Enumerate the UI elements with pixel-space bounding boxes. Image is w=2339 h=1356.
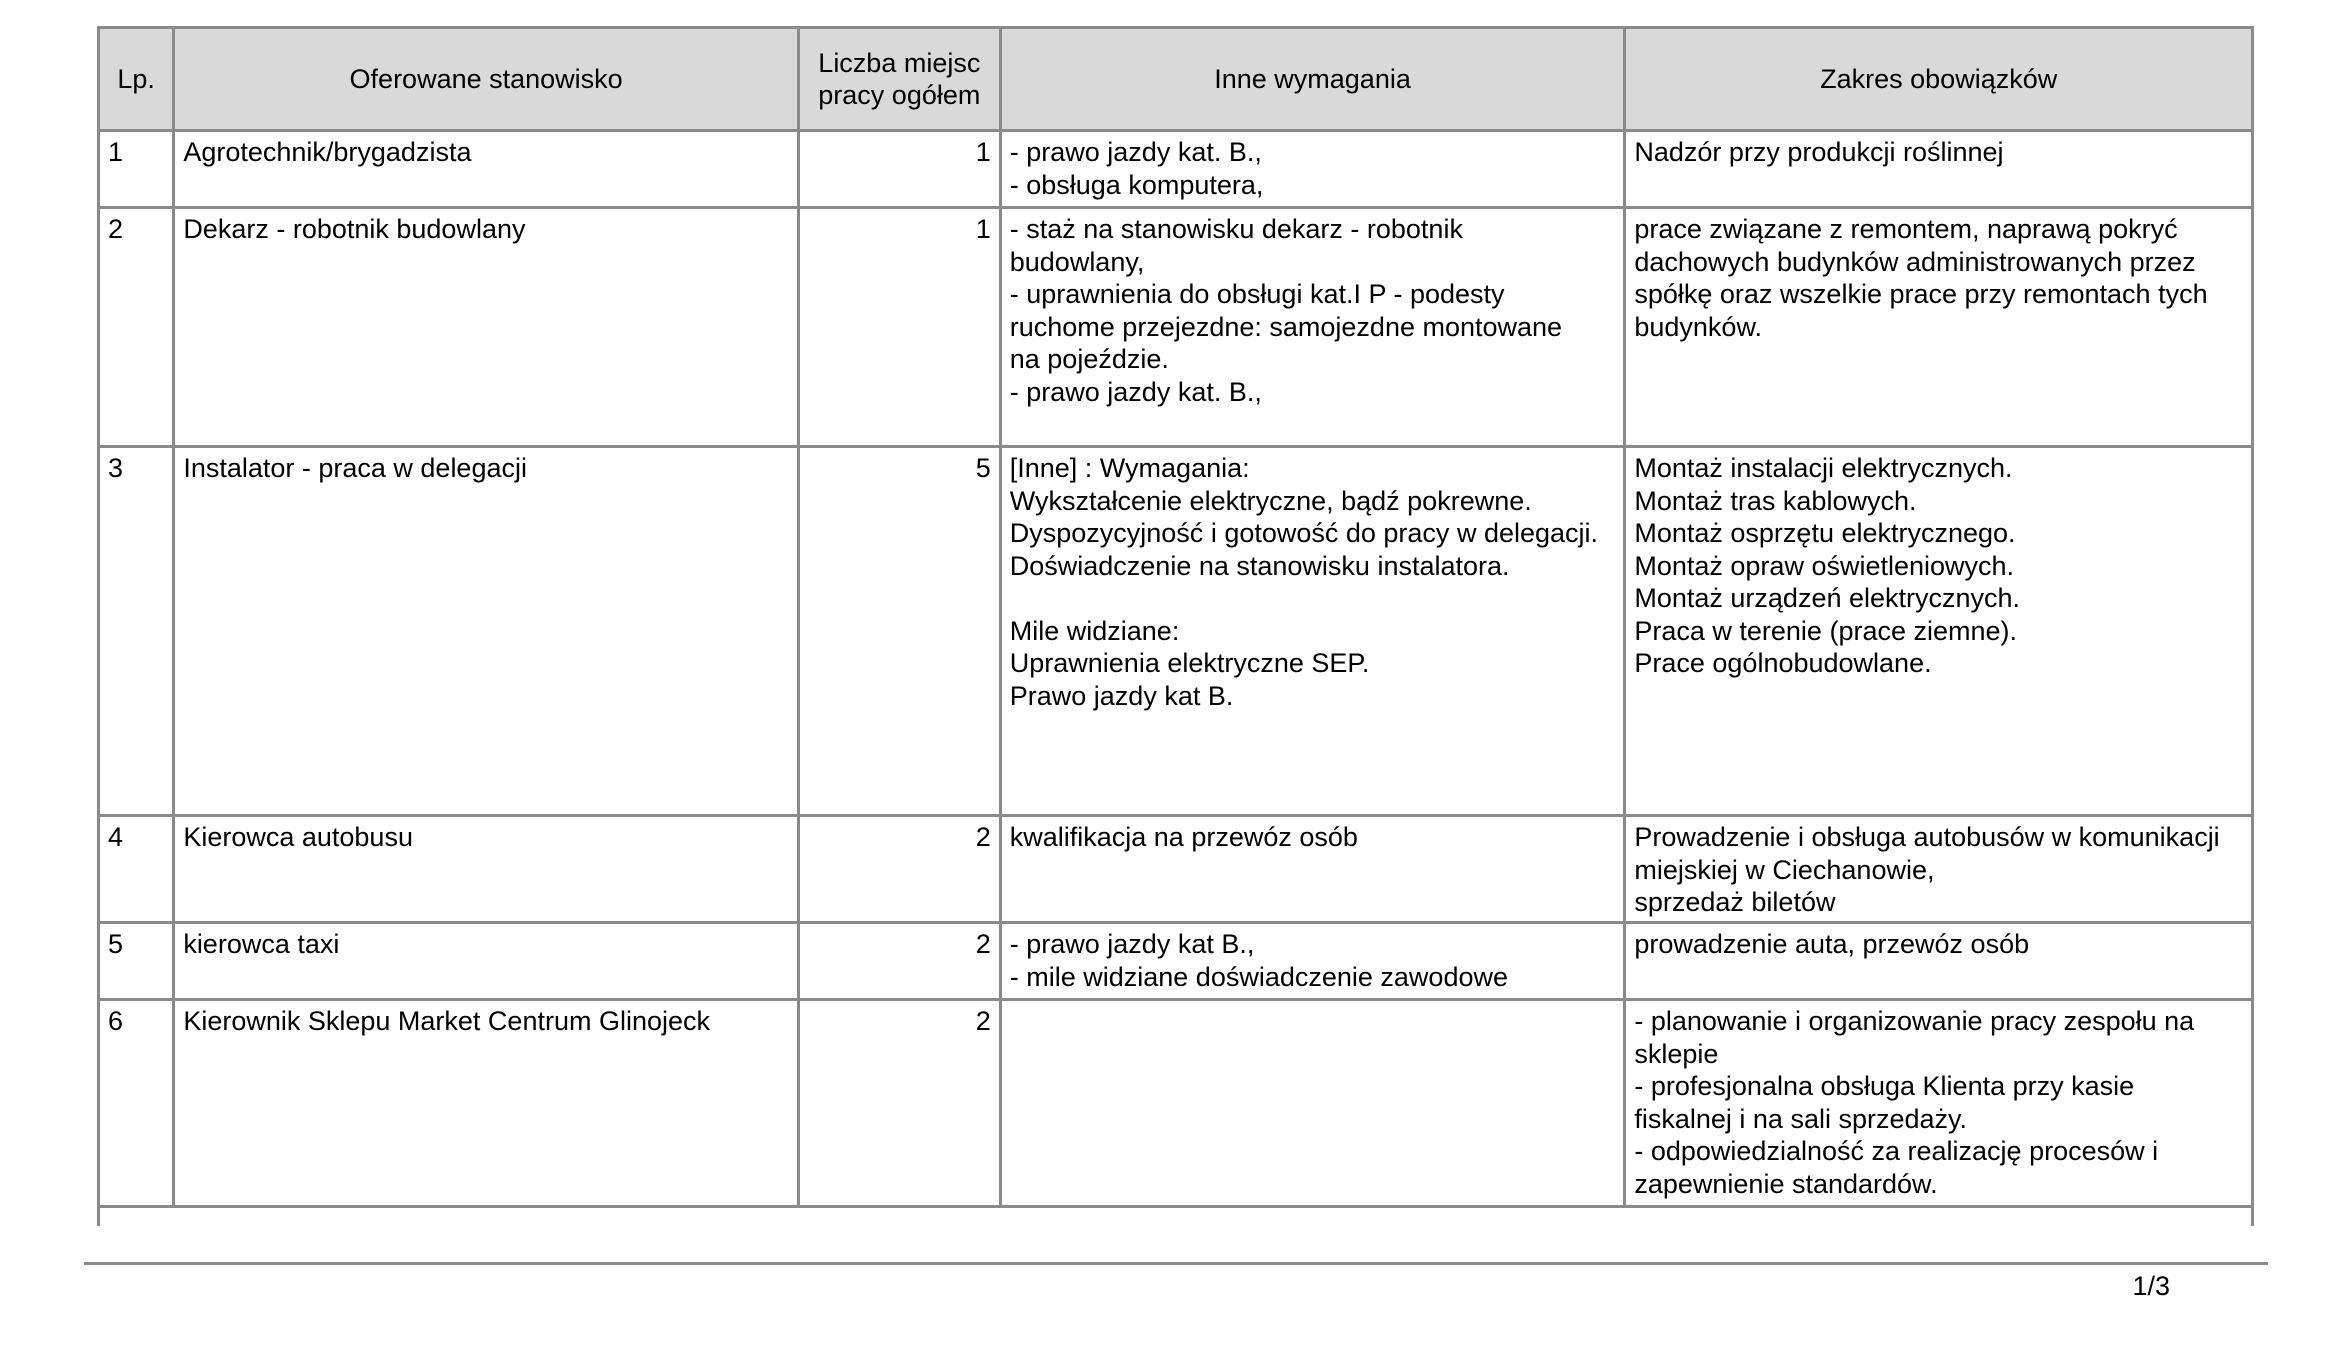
header-liczba-miejsc: Liczba miejsc pracy ogółem — [798, 28, 1000, 131]
table-row-continuation — [99, 1207, 2253, 1227]
cell-wymagania — [1000, 1000, 1625, 1207]
cell-wymagania: - staż na stanowisku dekarz - robotnik budowlany, - uprawnienia do obsługi kat.I P - podesty ruchome przejezdne: samojezdne montowane na pojeździe. - prawo jazdy kat. B., — [1000, 208, 1625, 447]
page-number: 1/3 — [2132, 1271, 2170, 1301]
cell-lp: 2 — [99, 208, 174, 447]
table-row — [99, 131, 2253, 208]
job-offers-table — [97, 26, 2254, 1226]
cell-liczba: 2 — [798, 1000, 1000, 1207]
cell-liczba: 2 — [798, 816, 1000, 923]
cell-stanowisko: Agrotechnik/brygadzista — [174, 131, 799, 208]
cell-obowiazki: - planowanie i organizowanie pracy zespołu na sklepie - profesjonalna obsługa Klienta przy kasie fiskalnej i na sali sprzedaży. - odpowiedzialność za realizację procesów i zapewnienie standardów. — [1625, 1000, 2253, 1207]
cell-wymagania: kwalifikacja na przewóz osób — [1000, 816, 1625, 923]
table-row — [99, 447, 2253, 816]
job-offers-sheet — [97, 26, 2254, 1226]
cell-stanowisko: Kierowca autobusu — [174, 816, 799, 923]
cell-obowiazki: Montaż instalacji elektrycznych. Montaż tras kablowych. Montaż osprzętu elektrycznego. Montaż opraw oświetleniowych. Montaż urządzeń elektrycznych. Praca w terenie (prace ziemne). Prace ogólnobudowlane. — [1625, 447, 2253, 816]
cell-stanowisko: Dekarz - robotnik budowlany — [174, 208, 799, 447]
cell-lp: 6 — [99, 1000, 174, 1207]
cell-stanowisko: Kierownik Sklepu Market Centrum Glinojeck — [174, 1000, 799, 1207]
cell-wymagania: - prawo jazdy kat. B., - obsługa komputera, — [1000, 131, 1625, 208]
header-lp: Lp. — [99, 28, 174, 131]
cell-liczba: 5 — [798, 447, 1000, 816]
cell-obowiazki: prowadzenie auta, przewóz osób — [1625, 923, 2253, 1000]
cell-obowiazki: prace związane z remontem, naprawą pokryć dachowych budynków administrowanych przez spółkę oraz wszelkie prace przy remontach tych budynków. — [1625, 208, 2253, 447]
cell-stanowisko: Instalator - praca w delegacji — [174, 447, 799, 816]
continuation-cell — [99, 1207, 2253, 1227]
cell-lp: 5 — [99, 923, 174, 1000]
table-row — [99, 1000, 2253, 1207]
cell-lp: 4 — [99, 816, 174, 923]
header-stanowisko: Oferowane stanowisko — [174, 28, 799, 131]
table-row — [99, 923, 2253, 1000]
cell-obowiazki: Nadzór przy produkcji roślinnej — [1625, 131, 2253, 208]
footer-divider — [84, 1262, 2268, 1265]
cell-wymagania: [Inne] : Wymagania: Wykształcenie elektryczne, bądź pokrewne. Dyspozycyjność i gotowość do pracy w delegacji. Doświadczenie na stanowisku instalatora. Mile widziane: Uprawnienia elektryczne SEP. Prawo jazdy kat B. — [1000, 447, 1625, 816]
cell-obowiazki: Prowadzenie i obsługa autobusów w komunikacji miejskiej w Ciechanowie, sprzedaż biletów — [1625, 816, 2253, 923]
cell-lp: 1 — [99, 131, 174, 208]
table-header-row — [99, 28, 2253, 131]
table-row — [99, 208, 2253, 447]
cell-liczba: 1 — [798, 208, 1000, 447]
cell-liczba: 2 — [798, 923, 1000, 1000]
table-row — [99, 816, 2253, 923]
header-inne-wymagania: Inne wymagania — [1000, 28, 1625, 131]
cell-stanowisko: kierowca taxi — [174, 923, 799, 1000]
cell-wymagania: - prawo jazdy kat B., - mile widziane doświadczenie zawodowe — [1000, 923, 1625, 1000]
cell-lp: 3 — [99, 447, 174, 816]
cell-liczba: 1 — [798, 131, 1000, 208]
header-zakres-obowiazkow: Zakres obowiązków — [1625, 28, 2253, 131]
